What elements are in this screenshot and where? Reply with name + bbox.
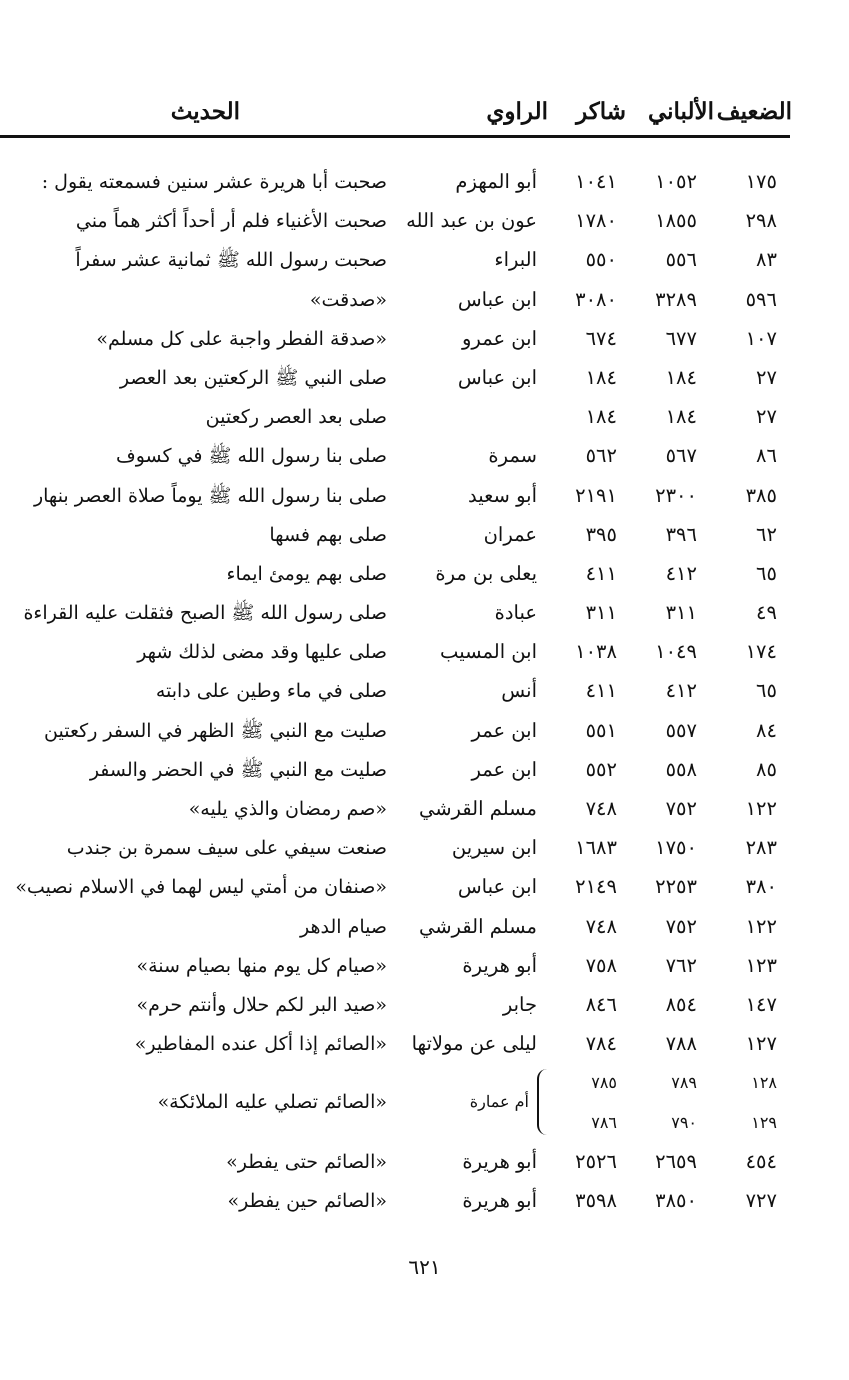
albani-cell: ١٠٥٢ [655,170,697,193]
rawi-cell: ابن المسيب [440,640,537,664]
shakir-cell: ١٨٤ [585,365,617,389]
rawi-cell: البراء [494,248,537,272]
table-row [0,319,849,358]
daeef-cell: ٢٧ [756,405,777,429]
shakir-cell: ٧٥٨ [585,953,617,977]
daeef-cell: ٢٨٣ [745,836,777,860]
hadith-table [0,162,849,1220]
rawi-cell: ابن عمر [471,757,537,781]
rawi-cell: أبو سعيد [468,483,537,507]
hadith-cell: «الصائم إذا أكل عنده المفاطير» [134,1033,387,1056]
rawi-cell: أبو هريرة [462,1149,537,1173]
rawi-cell: أبو هريرة [462,1188,537,1212]
rawi-cell: عبادة [494,601,537,625]
daeef-cell: ٨٤ [756,718,777,742]
shakir-cell: ٤١١ [585,561,617,585]
shakir-cell: ٣٩٥ [585,522,617,546]
daeef-cell: ١٢٣ [745,953,777,977]
daeef-cell: ٣٨٠ [745,875,777,899]
daeef-cell: ٤٩ [756,601,777,625]
hadith-cell: صحبت أبا هريرة عشر سنين فسمعته يقول : [41,171,387,193]
hadith-cell: «الصائم تصلي عليه الملائكة» [157,1091,387,1114]
rawi-cell: سمرة [488,444,537,468]
shakir-cell: ١٧٨٠ [575,209,617,233]
hadith-cell: صلى بنا رسول الله ﷺ يوماً صلاة العصر بنهار [33,484,387,507]
hadith-cell: صلى بنا رسول الله ﷺ في كسوف [116,445,387,468]
hadith-cell: صلى بهم فسها [269,523,387,546]
table-row [0,789,849,828]
hadith-cell: صلى عليها وقد مضى لذلك شهر [137,641,387,664]
albani-cell: ٢٣٠٠ [655,483,697,507]
shakir-cell: ٦٧٤ [585,326,617,350]
albani-cell: ٧٥٢ [665,797,697,820]
albani-cell: ٣١١ [665,601,697,625]
rawi-cell: ابن عباس [457,287,537,311]
albani-cell: ١٨٥٥ [655,209,697,233]
shakir-cell: ٧٨٥ [591,1073,617,1093]
albani-cell: ٨٥٤ [665,992,697,1016]
header-daeef: الضعيف [716,98,792,125]
daeef-cell: ١٢٧ [745,1032,777,1056]
hadith-cell: صحبت رسول الله ﷺ ثمانية عشر سفراً [75,249,387,272]
hadith-cell: صنعت سيفي على سيف سمرة بن جندب [66,837,387,860]
albani-cell: ٣٢٨٩ [655,287,697,311]
daeef-cell: ١٠٧ [745,326,777,350]
table-row [0,632,849,671]
hadith-cell: «الصائم حتى يفطر» [226,1150,387,1173]
rawi-cell: مسلم القرشي [418,797,537,820]
table-row [0,1024,849,1063]
table-row [0,240,849,279]
daeef-cell: ٦٥ [756,679,777,703]
rawi-cell: عون بن عبد الله [406,209,537,233]
albani-cell: ١٨٤ [665,405,697,429]
rawi-cell: عمران [483,522,537,546]
hadith-cell: «صدقة الفطر واجبة على كل مسلم» [96,327,387,350]
hadith-cell: صلى في ماء وطين على دابته [155,680,387,703]
shakir-cell: ٤١١ [585,679,617,703]
rawi-cell: أم عمارة [469,1092,529,1112]
hadith-cell: «صيد البر لكم حلال وأنتم حرم» [136,993,387,1016]
table-row [0,162,849,201]
rawi-cell: جابر [502,992,537,1016]
daeef-cell: ٧٢٧ [745,1188,777,1212]
albani-cell: ٣٩٦ [665,522,697,546]
header-hadith: الحديث [170,98,240,125]
daeef-cell: ٨٣ [756,248,777,272]
hadith-cell: صلى رسول الله ﷺ الصبح فثقلت عليه القراءة [23,602,387,625]
hadith-cell: صليت مع النبي ﷺ الظهر في السفر ركعتين [44,719,387,742]
rawi-cell: ليلى عن مولاتها [411,1032,537,1056]
table-row [0,280,849,319]
rawi-cell: يعلى بن مرة [435,561,537,585]
grouped-rows [0,1063,849,1141]
shakir-cell: ٥٦٢ [585,444,617,468]
table-row [0,358,849,397]
daeef-cell: ٥٩٦ [745,287,777,311]
table-row [0,515,849,554]
albani-cell: ٤١٢ [665,679,697,703]
daeef-cell: ٨٥ [756,757,777,781]
rawi-cell: ابن سيرين [451,836,537,860]
hadith-cell: «صم رمضان والذي يليه» [188,798,387,820]
albani-cell: ٧٥٢ [665,914,697,938]
shakir-cell: ٧٤٨ [585,914,617,938]
table-row [0,907,849,946]
albani-cell: ٢٦٥٩ [655,1149,697,1173]
table-row [0,711,849,750]
shakir-cell: ٧٨٤ [585,1032,617,1056]
table-row [0,201,849,240]
daeef-cell: ٢٩٨ [745,209,777,233]
daeef-cell: ٤٥٤ [745,1149,777,1173]
albani-cell: ٥٥٧ [665,718,697,742]
rawi-cell: أبو هريرة [462,953,537,977]
header-albani: الألباني [647,98,714,125]
daeef-cell: ٨٦ [756,444,777,468]
albani-cell: ٥٦٧ [665,444,697,468]
table-row [0,828,849,867]
daeef-cell: ١٤٧ [745,992,777,1016]
shakir-cell: ٧٤٨ [585,797,617,820]
albani-cell: ٥٥٨ [665,757,697,781]
hadith-cell: «صنفان من أمتي ليس لهما في الاسلام نصيب» [15,876,387,899]
table-row [0,946,849,985]
table-row [0,1142,849,1181]
albani-cell: ٣٨٥٠ [655,1188,697,1212]
table-row [0,476,849,515]
shakir-cell: ٢١٤٩ [575,875,617,899]
table-row [0,436,849,475]
albani-cell: ٦٧٧ [665,326,697,350]
daeef-cell: ١٧٥ [745,170,777,193]
header-rule [0,135,790,138]
albani-cell: ٢٢٥٣ [655,875,697,899]
shakir-cell: ١٠٣٨ [575,640,617,664]
shakir-cell: ٧٨٦ [591,1112,617,1132]
daeef-cell: ٣٨٥ [745,483,777,507]
albani-cell: ٥٥٦ [665,248,697,272]
daeef-cell: ٦٥ [756,561,777,585]
daeef-cell: ١٢٢ [745,797,777,820]
table-row [0,1181,849,1220]
hadith-cell: «صدقت» [309,288,387,311]
daeef-cell: ١٢٨ [751,1073,777,1093]
shakir-cell: ٨٤٦ [585,992,617,1016]
table-row [0,397,849,436]
daeef-cell: ٢٧ [756,365,777,389]
page-number: ٦٢١ [408,1255,441,1279]
daeef-cell: ١٢٢ [745,914,777,938]
rawi-cell: أنس [501,679,537,703]
header-rawi: الراوي [486,98,548,125]
hadith-cell: صلى بعد العصر ركعتين [205,406,387,429]
rawi-cell: ابن عباس [457,365,537,389]
table-row [0,985,849,1024]
table-row [0,750,849,789]
albani-cell: ٧٨٨ [665,1032,697,1056]
albani-cell: ١٧٥٠ [655,836,697,860]
shakir-cell: ٥٥٠ [585,248,617,272]
table-row [0,593,849,632]
albani-cell: ٤١٢ [665,561,697,585]
shakir-cell: ٥٥٢ [585,757,617,781]
hadith-cell: صليت مع النبي ﷺ في الحضر والسفر [89,758,387,781]
table-row [0,867,849,906]
albani-cell: ١٨٤ [665,365,697,389]
daeef-cell: ١٧٤ [745,640,777,664]
shakir-cell: ٢٥٢٦ [575,1149,617,1173]
rawi-cell: مسلم القرشي [418,914,537,938]
hadith-cell: «صيام كل يوم منها بصيام سنة» [136,954,387,977]
hadith-cell: صلى النبي ﷺ الركعتين بعد العصر [119,366,387,389]
shakir-cell: ٣٥٩٨ [575,1188,617,1212]
shakir-cell: ٢١٩١ [575,483,617,507]
daeef-cell: ٦٢ [756,522,777,546]
rawi-cell: أبو المهزم [455,170,537,193]
rawi-cell: ابن عمرو [462,326,537,350]
brace-mark [537,1069,549,1135]
table-row [0,671,849,710]
shakir-cell: ١٦٨٣ [575,836,617,860]
hadith-cell: صحبت الأغنياء فلم أر أحداً أكثر هماً مني [75,210,387,233]
shakir-cell: ١٨٤ [585,405,617,429]
table-row [0,554,849,593]
albani-cell: ٧٩٠ [671,1112,697,1132]
header-shakir: شاكر [576,98,626,125]
daeef-cell: ١٢٩ [751,1112,777,1132]
albani-cell: ٧٦٢ [665,953,697,977]
shakir-cell: ٣٠٨٠ [575,287,617,311]
albani-cell: ١٠٤٩ [655,640,697,664]
rawi-cell: ابن عمر [471,718,537,742]
hadith-cell: صيام الدهر [299,915,387,938]
albani-cell: ٧٨٩ [671,1073,697,1093]
hadith-cell: «الصائم حين يفطر» [227,1189,387,1212]
rawi-cell: ابن عباس [457,875,537,899]
shakir-cell: ١٠٤١ [575,170,617,193]
shakir-cell: ٥٥١ [585,718,617,742]
shakir-cell: ٣١١ [585,601,617,625]
hadith-cell: صلى بهم يومئ ايماء [226,562,387,585]
